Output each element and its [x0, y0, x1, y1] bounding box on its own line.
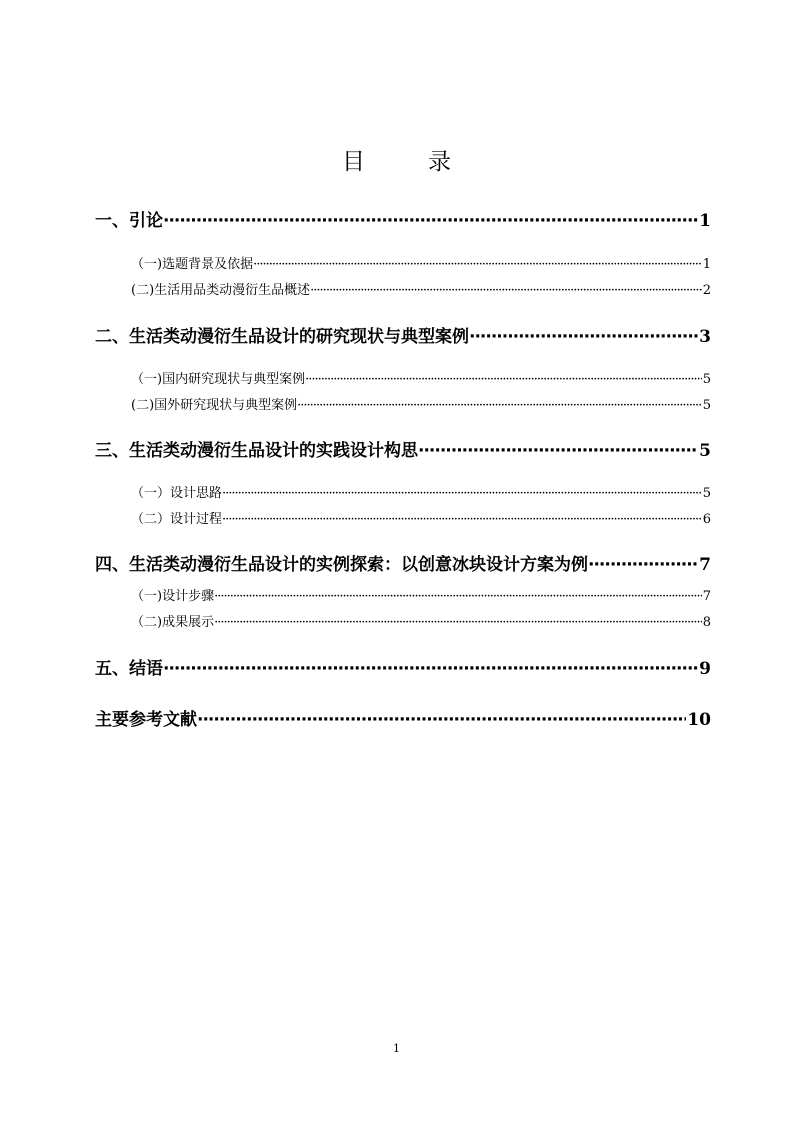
toc-leader-dots	[588, 555, 698, 575]
toc-entry-page: 10	[687, 710, 711, 730]
toc-entry-practice-concept[interactable]	[95, 436, 711, 461]
toc-entry-label: 一、引论	[95, 211, 163, 231]
toc-entry-page: 1	[699, 211, 711, 231]
toc-leader-dots	[469, 327, 698, 347]
toc-entry-label: 二、生活类动漫衍生品设计的研究现状与典型案例	[95, 327, 469, 347]
toc-entry-design-steps[interactable]	[131, 585, 711, 604]
toc-entry-label: （一)设计步骤	[131, 589, 215, 604]
toc-entry-introduction[interactable]	[95, 206, 711, 231]
toc-entry-design-idea[interactable]	[131, 482, 711, 501]
toc-entry-page: 2	[702, 283, 711, 298]
toc-entry-foreign[interactable]	[131, 394, 711, 413]
toc-entry-label: （一)选题背景及依据	[131, 257, 254, 272]
toc-leader-dots	[197, 710, 686, 730]
toc-entry-page: 6	[702, 512, 711, 527]
toc-leader-dots	[418, 441, 698, 461]
toc-leader-dots	[222, 512, 702, 527]
toc-entry-page: 7	[702, 589, 711, 604]
toc-entry-overview[interactable]	[131, 279, 711, 298]
toc-entry-design-process[interactable]	[131, 508, 711, 527]
toc-entry-label: 五、结语	[95, 659, 163, 679]
toc-entry-conclusion[interactable]	[95, 654, 711, 679]
toc-entry-label: （一)国内研究现状与典型案例	[131, 372, 306, 387]
toc-leader-dots	[253, 257, 702, 272]
toc-leader-dots	[297, 398, 702, 413]
toc-entry-label: 主要参考文献	[95, 710, 197, 730]
toc-entry-results[interactable]	[131, 611, 711, 630]
toc-entry-label: 三、生活类动漫衍生品设计的实践设计构思	[95, 441, 418, 461]
toc-leader-dots	[310, 283, 702, 298]
toc-entry-page: 1	[702, 257, 711, 272]
toc-entry-case-study[interactable]	[95, 550, 711, 575]
toc-entry-page: 8	[702, 615, 711, 630]
toc-entry-research-status[interactable]	[95, 322, 711, 347]
toc-leader-dots	[163, 211, 698, 231]
toc-entry-page: 5	[699, 441, 711, 461]
toc-entry-background[interactable]	[131, 253, 711, 272]
toc-entry-label: (二)国外研究现状与典型案例	[131, 398, 298, 413]
toc-leader-dots	[214, 615, 702, 630]
toc-entry-page: 5	[702, 486, 711, 501]
toc-entry-page: 7	[699, 555, 711, 575]
toc-entry-page: 9	[699, 659, 711, 679]
toc-entry-label: （二）设计过程	[131, 512, 223, 527]
page-number: 1	[393, 1042, 400, 1055]
toc-entry-label: （一）设计思路	[131, 486, 223, 501]
toc-leader-dots	[163, 659, 698, 679]
toc-entry-page: 5	[702, 372, 711, 387]
toc-entry-page: 3	[699, 327, 711, 347]
toc-entry-domestic[interactable]	[131, 368, 711, 387]
toc-title: 目 录	[342, 149, 471, 175]
toc-leader-dots	[214, 589, 702, 604]
toc-entry-label: 四、生活类动漫衍生品设计的实例探索：以创意冰块设计方案为例	[95, 555, 588, 575]
toc-entry-label: （二)成果展示	[131, 615, 215, 630]
toc-entry-label: (二)生活用品类动漫衍生品概述	[131, 283, 311, 298]
toc-entry-references[interactable]	[95, 705, 711, 730]
toc-entry-page: 5	[702, 398, 711, 413]
toc-leader-dots	[305, 372, 702, 387]
toc-leader-dots	[222, 486, 702, 501]
